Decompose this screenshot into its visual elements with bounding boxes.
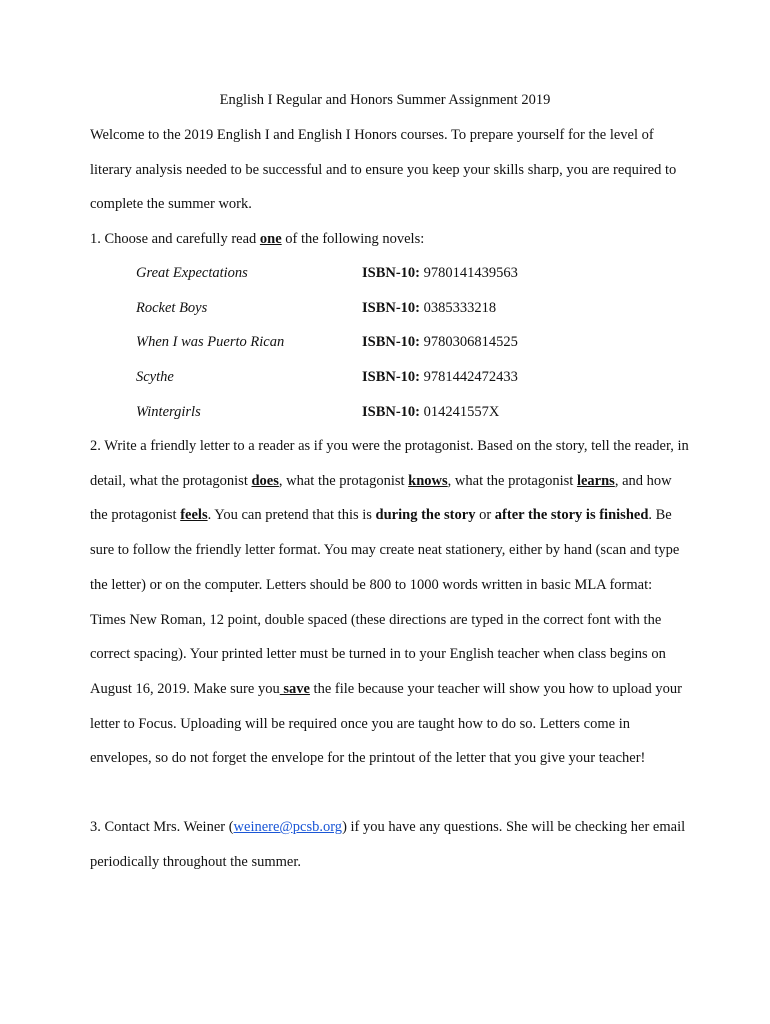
- step-2-text: . You can pretend that this is: [207, 507, 376, 524]
- step-2-text: 2. Write a friendly letter to a reader as if you were the protagonist. Based on the story, tell the reader, in detail, what the protagonist: [90, 438, 689, 489]
- emphasis-during: during the story: [375, 507, 476, 524]
- novel-row: [136, 291, 636, 326]
- welcome-paragraph: Welcome to the 2019 English I and English I Honors courses. To prepare yourself for the level of literary analysis needed to be successful and to ensure you keep your skills sharp, you are required to complete the summer work.: [90, 127, 677, 213]
- novel-row: [136, 256, 636, 291]
- email-link[interactable]: weinere@pcsb.org: [233, 819, 343, 835]
- emphasis-knows: knows: [408, 472, 448, 489]
- novel-title: When I was Puerto Rican: [136, 334, 285, 351]
- novel-title: Wintergirls: [136, 403, 201, 420]
- step-3-text: 3. Contact Mrs. Weiner (: [90, 819, 234, 835]
- emphasis-feels: feels: [180, 507, 208, 524]
- novel-title: Great Expectations: [136, 265, 248, 281]
- isbn-value: 9780141439563: [420, 265, 518, 281]
- document-title: English I Regular and Honors Summer Assignment 2019: [219, 92, 551, 108]
- isbn-value: 014241557X: [420, 403, 500, 420]
- novel-row: [136, 395, 636, 430]
- step-2-paragraph: [90, 429, 690, 776]
- step-3-paragraph: [90, 810, 690, 879]
- step-1-suffix: of the following novels:: [281, 231, 425, 247]
- step-2-text: , what the protagonist: [278, 472, 409, 489]
- novel-isbn: [362, 360, 518, 395]
- emphasis-does: does: [251, 472, 279, 489]
- novel-list: [136, 256, 636, 429]
- isbn-value: 9781442472433: [420, 369, 518, 386]
- emphasis-learns: learns: [576, 472, 615, 489]
- isbn-value: 9780306814525: [420, 334, 518, 351]
- isbn-label: ISBN-10:: [362, 403, 421, 420]
- step-2-text: , what the protagonist: [447, 472, 577, 489]
- novel-row: [136, 325, 636, 360]
- isbn-label: ISBN-10:: [362, 299, 421, 316]
- novel-isbn: [362, 291, 496, 326]
- step-2-text: or: [475, 507, 495, 524]
- step-3-text: ) if you have any questions. She will be checking her email periodically throughout the summer.: [90, 819, 686, 870]
- emphasis-after: after the story is finished: [494, 507, 649, 524]
- step-2-text: , and how the protagonist: [90, 472, 672, 524]
- step-2-text: . Be sure to follow the friendly letter format. You may create neat stationery, either by hand (scan and type the letter) or on the computer. Letters should be 800 to 1000 words written in basic MLA format: Times New Roman, 12 point, double spaced (these directions are typed in the correct font with the correct spacing). Your printed letter must be turned in to your English teacher when class begins on August 16, 2019. Make sure you: [90, 507, 680, 697]
- step-2-text: the file because your teacher will show you how to upload your letter to Focus. Uploading will be required once you are taught how to do so. Letters come in envelopes, so do not forget the envelope for the printout of the letter that you give your teacher!: [90, 680, 682, 767]
- step-1-emphasis: one: [259, 231, 282, 247]
- step-1-paragraph: [90, 222, 690, 257]
- isbn-label: ISBN-10:: [362, 265, 421, 281]
- isbn-label: ISBN-10:: [362, 334, 421, 351]
- step-1-prefix: 1. Choose and carefully read: [90, 231, 260, 247]
- emphasis-save: save: [279, 680, 310, 697]
- isbn-value: 0385333218: [420, 299, 497, 316]
- novel-row: [136, 360, 636, 395]
- novel-isbn: [362, 256, 518, 291]
- novel-title: Scythe: [136, 369, 174, 386]
- novel-isbn: [362, 395, 499, 430]
- novel-title: Rocket Boys: [136, 299, 208, 316]
- novel-isbn: [362, 325, 518, 360]
- isbn-label: ISBN-10:: [362, 369, 421, 386]
